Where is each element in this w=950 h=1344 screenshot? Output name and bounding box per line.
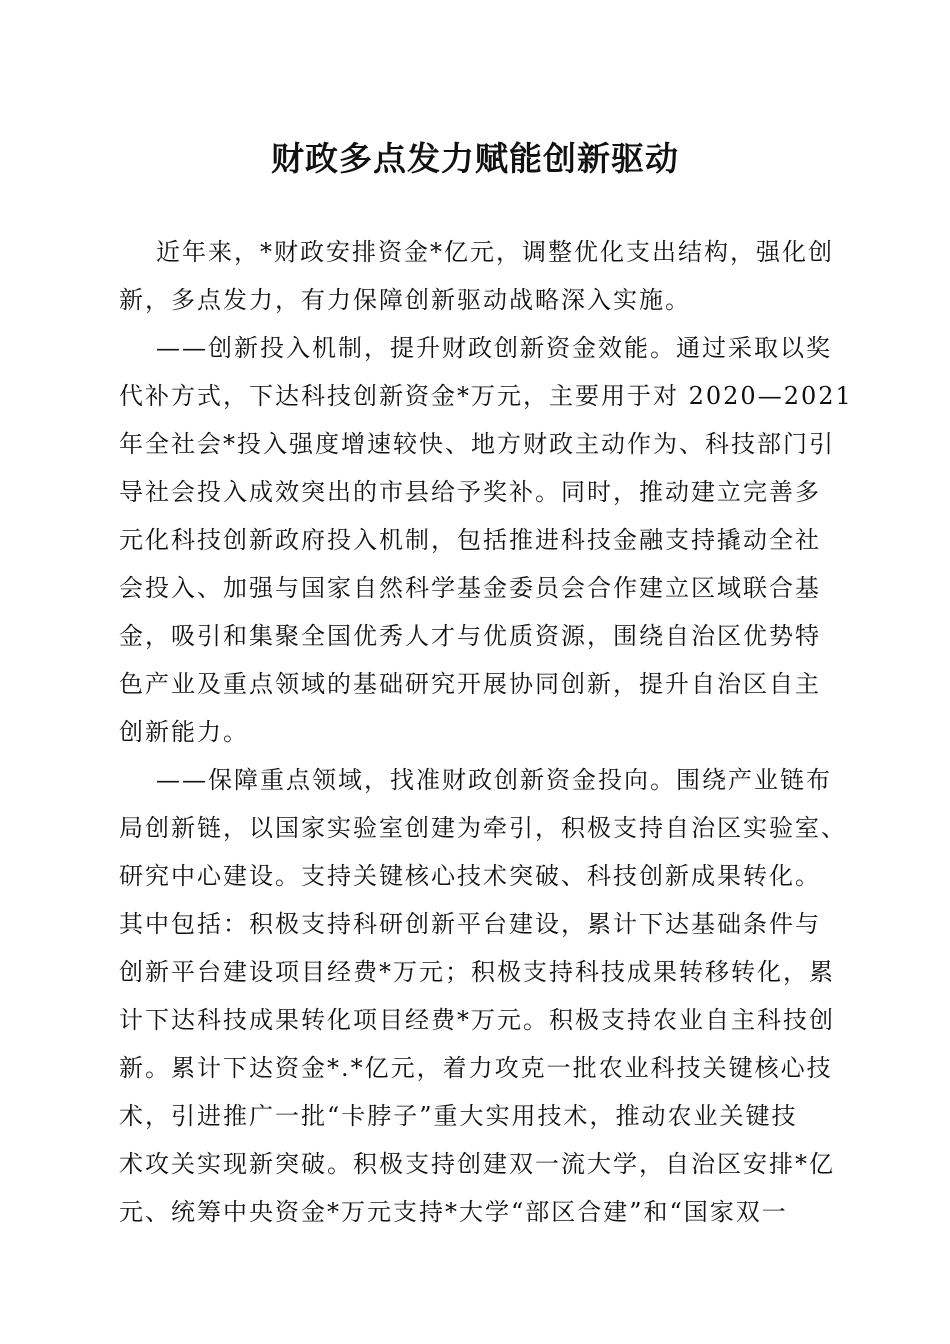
paragraph-line: ——创新投入机制，提升财政创新资金效能。通过采取以奖: [156, 334, 832, 362]
paragraph-key-areas: [119, 756, 847, 1236]
paragraph-line: 其中包括：积极支持科研创新平台建设，累计下达基础条件与: [119, 910, 821, 938]
paragraph-line: 研究中心建设。支持关键核心技术突破、科技创新成果转化。: [119, 862, 821, 890]
paragraph-line: 金，吸引和集聚全国优秀人才与优质资源，围绕自治区优势特: [119, 622, 821, 650]
paragraph-line: 年全社会*投入强度增速较快、地方财政主动作为、科技部门引: [119, 430, 835, 458]
paragraph-line: 术攻关实现新突破。积极支持创建双一流大学，自治区安排*亿: [119, 1150, 835, 1178]
paragraph-line: 新，多点发力，有力保障创新驱动战略深入实施。: [119, 286, 691, 314]
paragraph-investment-mechanism: [119, 324, 853, 756]
document-title: 财政多点发力赋能创新驱动: [271, 139, 679, 178]
paragraph-line: ——保障重点领域，找准财政创新资金投向。围绕产业链布: [156, 766, 832, 794]
paragraph-line: 元化科技创新政府投入机制，包括推进科技金融支持撬动全社: [119, 526, 821, 554]
paragraph-line: 会投入、加强与国家自然科学基金委员会合作建立区域联合基: [119, 574, 821, 602]
paragraph-line: 计下达科技成果转化项目经费*万元。积极支持农业自主科技创: [119, 1006, 835, 1034]
paragraph-line: 局创新链，以国家实验室创建为牵引，积极支持自治区实验室、: [119, 814, 847, 842]
paragraph-line: 导社会投入成效突出的市县给予奖补。同时，推动建立完善多: [119, 478, 821, 506]
paragraph-line: 创新能力。: [119, 718, 249, 746]
paragraph-line: 新。累计下达资金*.*亿元，着力攻克一批农业科技关键核心技: [119, 1054, 833, 1082]
paragraph-line: 近年来，*财政安排资金*亿元，调整优化支出结构，强化创: [156, 238, 834, 266]
paragraph-line: 创新平台建设项目经费*万元；积极支持科技成果转移转化，累: [119, 958, 835, 986]
document-body: [119, 228, 853, 1236]
paragraph-line: 色产业及重点领域的基础研究开展协同创新，提升自治区自主: [119, 670, 821, 698]
paragraph-intro: [119, 228, 833, 324]
paragraph-line: 元、统筹中央资金*万元支持*大学“部区合建”和“国家双一: [119, 1198, 788, 1226]
paragraph-line: 代补方式，下达科技创新资金*万元，主要用于对 2020—2021: [119, 382, 853, 410]
paragraph-line: 术，引进推广一批“卡脖子”重大实用技术，推动农业关键技: [119, 1102, 798, 1130]
